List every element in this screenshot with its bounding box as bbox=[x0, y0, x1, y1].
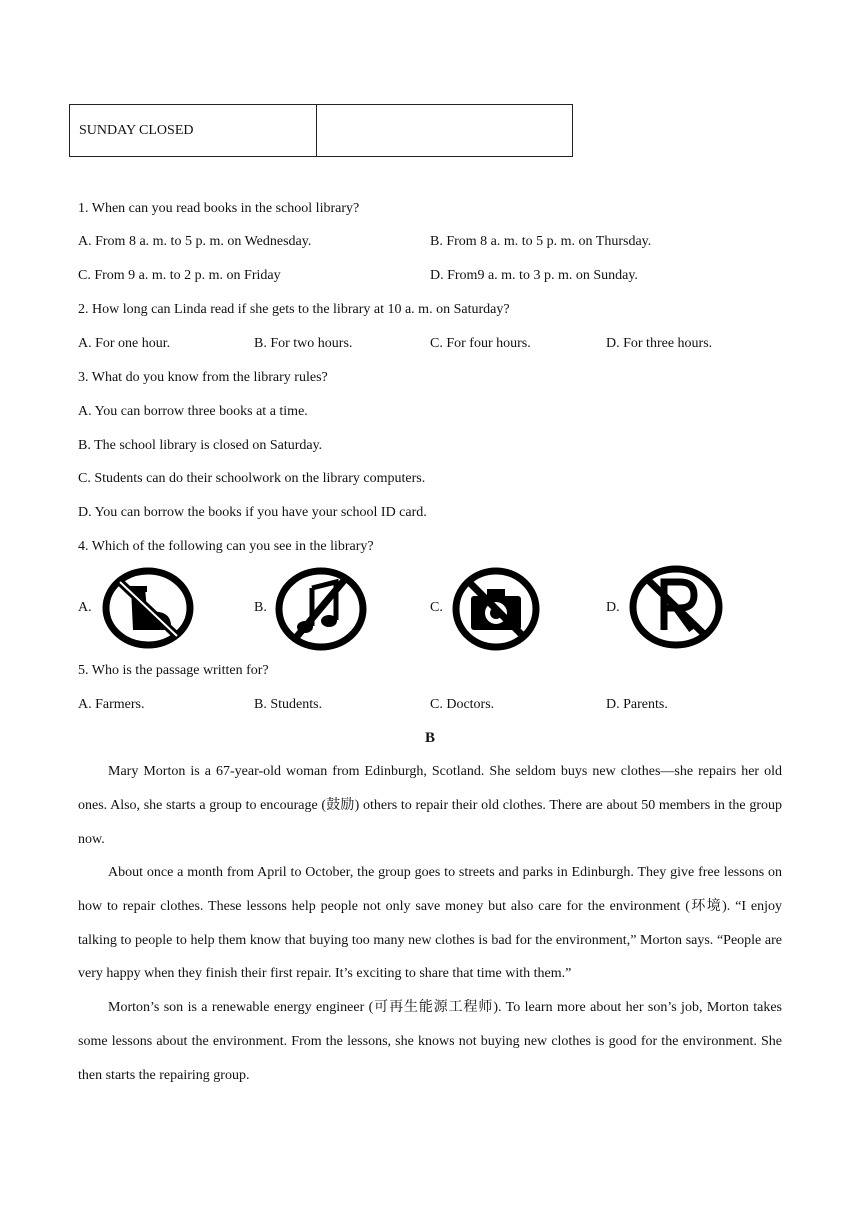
table-cell bbox=[317, 105, 573, 157]
question-2-option-a: A. For one hour. bbox=[78, 336, 171, 351]
question-3-text: 3. What do you know from the library rules? bbox=[78, 370, 328, 385]
table-cell: SUNDAY CLOSED bbox=[70, 105, 317, 157]
question-4-option-a: A. bbox=[78, 600, 92, 615]
question-2-text: 2. How long can Linda read if she gets to the library at 10 a. m. on Saturday? bbox=[78, 302, 510, 317]
question-5-option-b: B. Students. bbox=[254, 697, 323, 712]
paragraph-text: About once a month from April to October, the group goes to streets and parks in Edinburgh. They give free lessons on how to repair clothes. These lessons help people not only save money but also care for the environment (环境). “I enjoy talking to people to help them know that buying too many new clothes is bad for the environment,” Morton says. “People are very happy when they finish their first repair. It’s exciting to share that time with them.” bbox=[78, 865, 782, 982]
question-5-text: 5. Who is the passage written for? bbox=[78, 663, 269, 678]
opening-hours-table bbox=[69, 104, 573, 157]
question-3-option-d: D. You can borrow the books if you have your school ID card. bbox=[78, 505, 427, 520]
table-row bbox=[70, 105, 573, 157]
question-2-option-b: B. For two hours. bbox=[254, 336, 353, 351]
paragraph-text: Mary Morton is a 67-year-old woman from Edinburgh, Scotland. She seldom buys new clothes—she repairs her old ones. Also, she starts a group to encourage (鼓励) others to repair their old clothes. There are about 50 members in the group now. bbox=[78, 764, 782, 847]
question-4-option-c: C. bbox=[430, 600, 443, 615]
paragraph bbox=[78, 755, 782, 856]
paragraph-text: Morton’s son is a renewable energy engineer (可再生能源工程师). To learn more about her son’s job, Morton takes some lessons about the environment. From the lessons, she knows not buying new clothes is good for the environment. She then starts the repairing group. bbox=[78, 1000, 782, 1083]
question-2-option-d: D. For three hours. bbox=[606, 336, 713, 351]
paragraph bbox=[78, 856, 782, 991]
question-1-option-d: D. From9 a. m. to 3 p. m. on Sunday. bbox=[430, 268, 638, 283]
question-1-option-b: B. From 8 a. m. to 5 p. m. on Thursday. bbox=[430, 234, 652, 249]
question-5-option-d: D. Parents. bbox=[606, 697, 668, 712]
no-food-icon bbox=[101, 566, 195, 650]
question-3-option-a: A. You can borrow three books at a time. bbox=[78, 404, 308, 419]
paragraph bbox=[78, 991, 782, 1092]
question-5-option-c: C. Doctors. bbox=[430, 697, 495, 712]
question-5-option-a: A. Farmers. bbox=[78, 697, 145, 712]
question-3-option-c: C. Students can do their schoolwork on the library computers. bbox=[78, 471, 426, 486]
question-1-text: 1. When can you read books in the school library? bbox=[78, 201, 360, 216]
no-music-icon bbox=[274, 566, 368, 652]
question-4-text: 4. Which of the following can you see in the library? bbox=[78, 539, 374, 554]
question-4-option-b: B. bbox=[254, 600, 267, 615]
question-2-option-c: C. For four hours. bbox=[430, 336, 531, 351]
no-parking-icon bbox=[628, 564, 724, 650]
no-camera-icon bbox=[451, 566, 541, 652]
question-3-option-b: B. The school library is closed on Saturday. bbox=[78, 438, 323, 453]
section-heading: B bbox=[424, 730, 435, 746]
question-1-option-c: C. From 9 a. m. to 2 p. m. on Friday bbox=[78, 268, 281, 283]
question-4-option-d: D. bbox=[606, 600, 620, 615]
question-1-option-a: A. From 8 a. m. to 5 p. m. on Wednesday. bbox=[78, 234, 312, 249]
